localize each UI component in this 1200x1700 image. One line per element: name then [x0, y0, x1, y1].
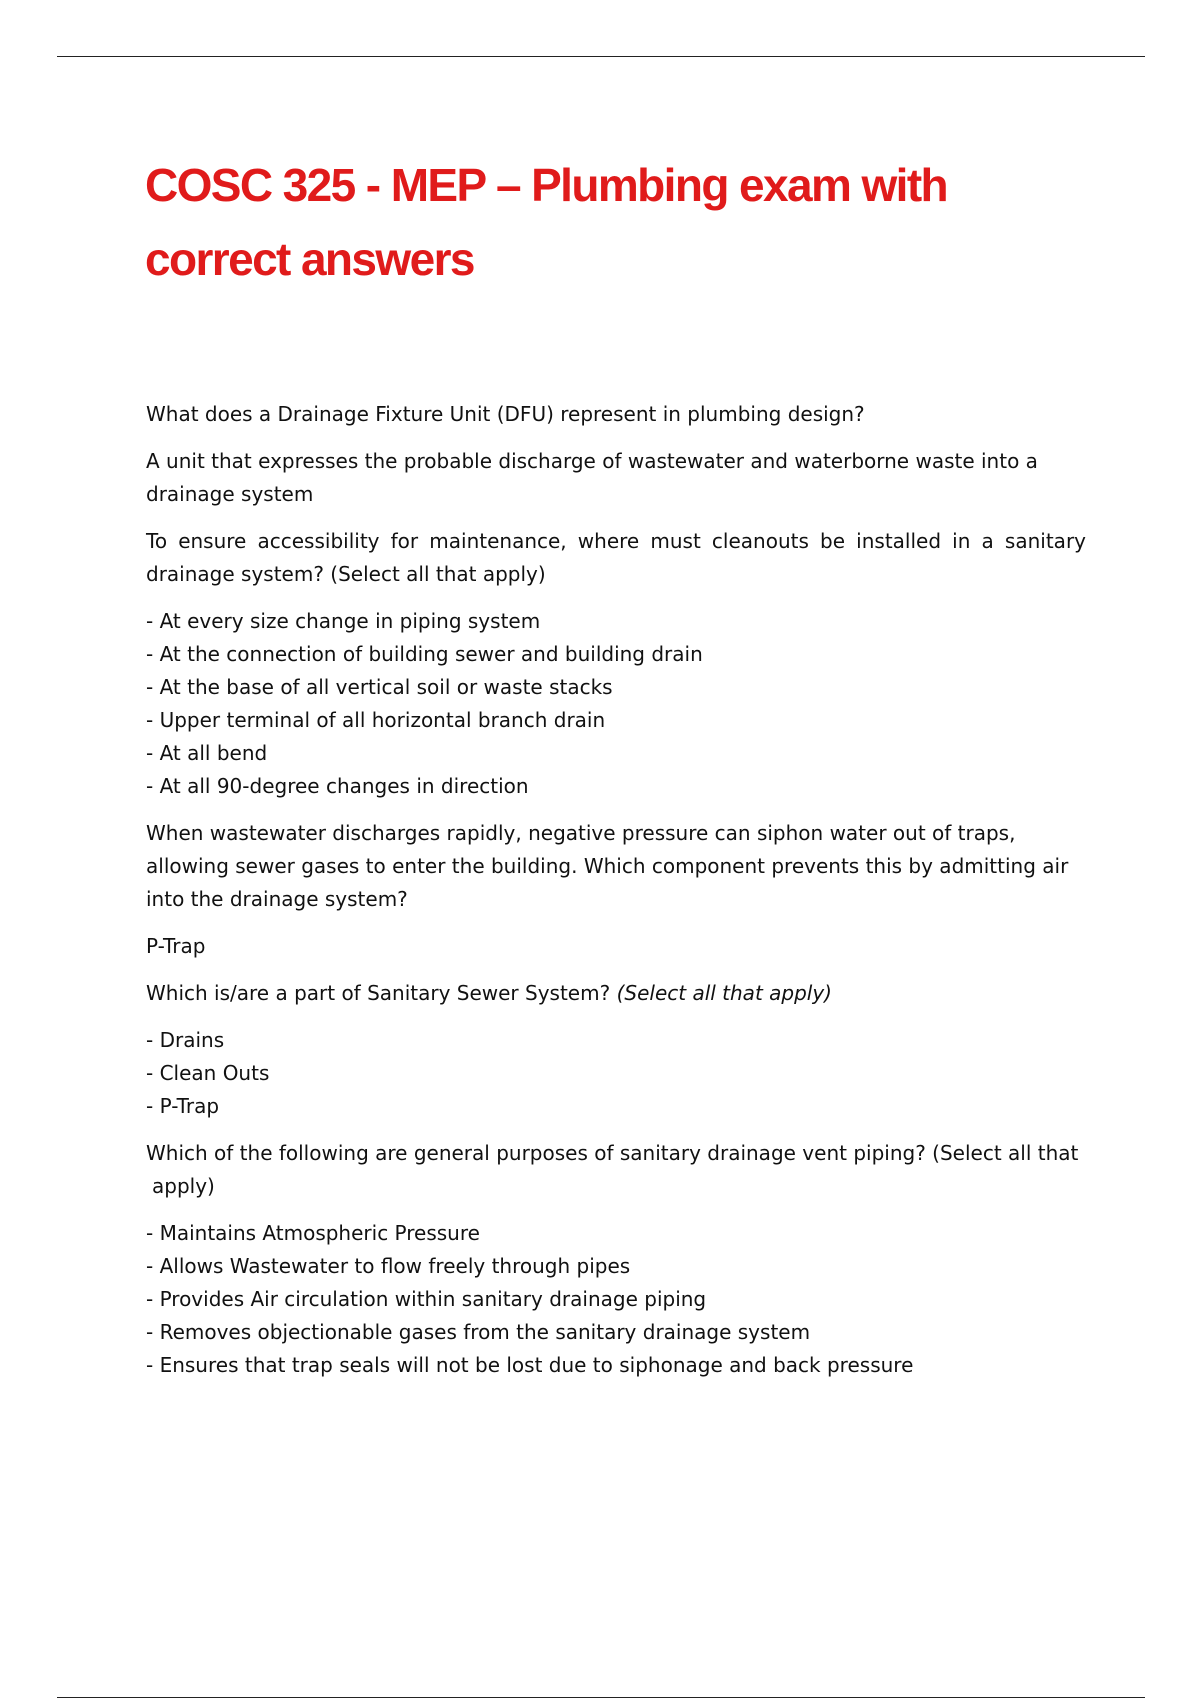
- bottom-rule: [57, 1697, 1145, 1698]
- list-item: - Provides Air circulation within sanitary drainage piping: [146, 1283, 1086, 1316]
- list-item: - Drains: [146, 1024, 1086, 1057]
- answer-list-4: [146, 1024, 1086, 1123]
- answer-list-2: [146, 605, 1086, 803]
- document-title: [145, 148, 1045, 296]
- top-rule: [57, 56, 1145, 57]
- question-5: [146, 1137, 1086, 1203]
- list-item: - Clean Outs: [146, 1057, 1086, 1090]
- list-item: - At the connection of building sewer and building drain: [146, 638, 1086, 671]
- list-item: - Maintains Atmospheric Pressure: [146, 1217, 1086, 1250]
- title-line-2: correct answers: [145, 233, 474, 285]
- answer-3: P-Trap: [146, 934, 206, 958]
- question-4: [146, 977, 1086, 1010]
- question-2: To ensure accessibility for maintenance, where must cleanouts be installed in a sanitary drainage system? (Select all that apply): [146, 529, 1086, 586]
- answer-list-5: [146, 1217, 1086, 1382]
- list-item: - At every size change in piping system: [146, 605, 1086, 638]
- question-5-line-1: Which of the following are general purposes of sanitary drainage vent piping? (Select all that: [146, 1141, 1079, 1165]
- list-item: - Removes objectionable gases from the sanitary drainage system: [146, 1316, 1086, 1349]
- question-4-text: Which is/are a part of Sanitary Sewer System?: [146, 981, 611, 1005]
- question-3: When wastewater discharges rapidly, negative pressure can siphon water out of traps, allowing sewer gases to enter the building. Which component prevents this by admitting air into the drainage system?: [146, 821, 1069, 911]
- question-4-note: (Select all that apply): [616, 981, 832, 1005]
- list-item: - At all bend: [146, 737, 1086, 770]
- list-item: - Upper terminal of all horizontal branch drain: [146, 704, 1086, 737]
- title-line-1: COSC 325 - MEP – Plumbing exam with: [145, 159, 948, 211]
- document-body: [146, 398, 1086, 1396]
- list-item: - Ensures that trap seals will not be lost due to siphonage and back pressure: [146, 1349, 1086, 1382]
- question-5-line-2: apply): [152, 1174, 215, 1198]
- list-item: - P-Trap: [146, 1090, 1086, 1123]
- list-item: - Allows Wastewater to flow freely through pipes: [146, 1250, 1086, 1283]
- list-item: - At the base of all vertical soil or waste stacks: [146, 671, 1086, 704]
- question-1: What does a Drainage Fixture Unit (DFU) represent in plumbing design?: [146, 402, 865, 426]
- answer-1: A unit that expresses the probable discharge of wastewater and waterborne waste into a drainage system: [146, 449, 1038, 506]
- list-item: - At all 90-degree changes in direction: [146, 770, 1086, 803]
